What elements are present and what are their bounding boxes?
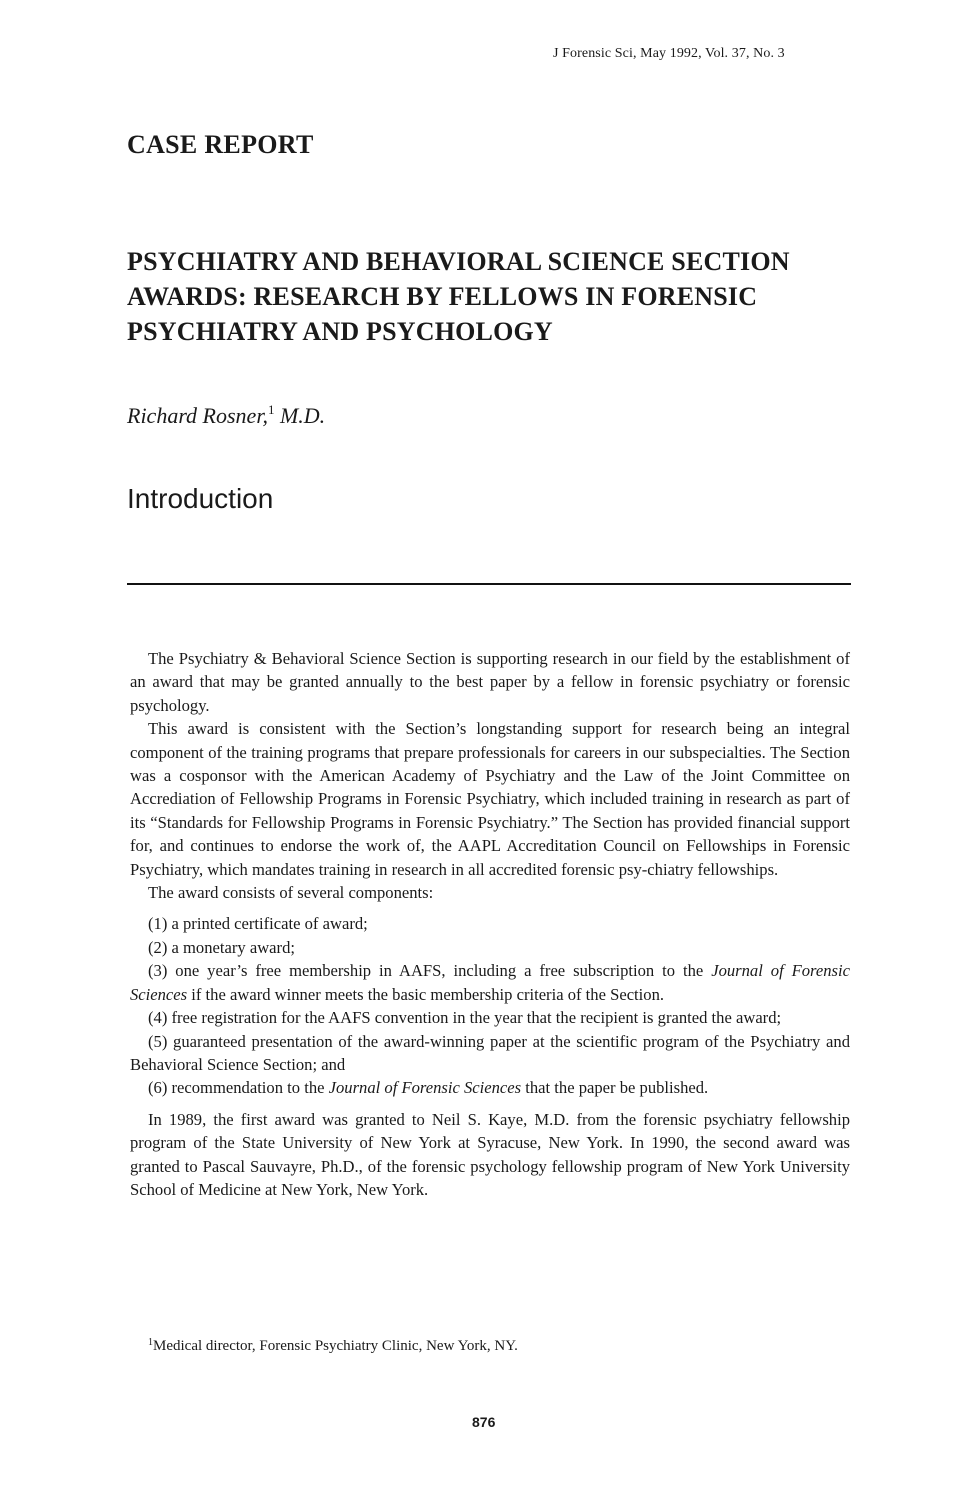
- horizontal-rule: [127, 583, 851, 585]
- list-item: (1) a printed certificate of award;: [148, 914, 368, 934]
- paragraph: This award is consistent with the Section’s longstanding support for research being an integral component of the training programs that prepare professionals for careers in our subspecialties. The Section was a cosponsor with the American Academy of Psychiatry and the Law of the Joint Committee on Accrediation of Fellowship Programs in Forensic Psychiatry, which included training in research as part of its “Standards for Fellowship Programs in Forensic Psychiatry.” The Section has provided financial support for, and continues to endorse the work of, the AAPL Accreditation Council on Fellowships in Forensic Psychiatry, which mandates training in research in all accredited forensic psy-chiatry fellowships.: [130, 719, 850, 879]
- section-label: CASE REPORT: [127, 130, 314, 159]
- paragraph: The award consists of several components:: [148, 883, 434, 903]
- footnote-text: Medical director, Forensic Psychiatry Clinic, New York, NY.: [153, 1338, 518, 1354]
- list-item: (6) recommendation to the Journal of Forensic Sciences that the paper be published.: [148, 1078, 709, 1098]
- author-name: Richard Rosner,: [127, 403, 268, 428]
- list-item: (4) free registration for the AAFS convention in the year that the recipient is granted the award;: [148, 1008, 782, 1028]
- footnote: [148, 1337, 518, 1355]
- running-head: J Forensic Sci, May 1992, Vol. 37, No. 3: [553, 46, 785, 61]
- journal-title: Journal of Forensic Sciences: [130, 961, 850, 1004]
- paragraph: The Psychiatry & Behavioral Science Section is supporting research in our field by the establishment of an award that may be granted annually to the best paper by a fellow in forensic psychiatry or forensic psychology.: [130, 649, 850, 715]
- section-heading-introduction: Introduction: [127, 483, 274, 514]
- journal-title: Journal of Forensic Sciences: [328, 1078, 522, 1098]
- list-item: (3) one year’s free membership in AAFS, including a free subscription to the Journal of Forensic Sciences if the award winner meets the basic membership criteria of the Section.: [130, 961, 850, 1004]
- paragraph: In 1989, the first award was granted to Neil S. Kaye, M.D. from the forensic psychiatry fellowship program of the State University of New York at Syracuse, New York. In 1990, the second award was granted to Pascal Sauvayre, Ph.D., of the forensic psychology fellowship program of New York University School of Medicine at New York, New York.: [130, 1109, 850, 1199]
- article-title: PSYCHIATRY AND BEHAVIORAL SCIENCE SECTION AWARDS: RESEARCH BY FELLOWS IN FORENSIC PSYCHIATRY AND PSYCHOLOGY: [127, 247, 790, 346]
- footnote-mark: 1: [148, 1337, 153, 1348]
- author-footnote-mark: 1: [267, 402, 275, 417]
- page-number: 876: [472, 1414, 496, 1430]
- article-body: [130, 647, 850, 1201]
- list-item: (5) guaranteed presentation of the award-winning paper at the scientific program of the Psychiatry and Behavioral Science Section; and: [130, 1031, 850, 1074]
- author-line: [127, 402, 325, 429]
- list-item: (2) a monetary award;: [148, 937, 295, 957]
- author-degree: M.D.: [279, 403, 326, 428]
- award-components-list: [130, 912, 850, 1099]
